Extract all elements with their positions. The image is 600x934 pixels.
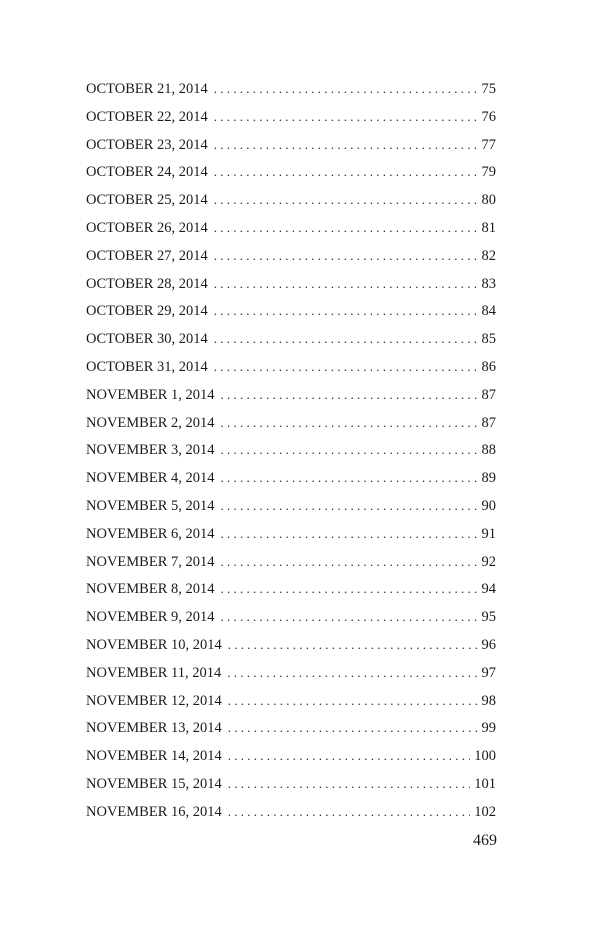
toc-leader-dots [221, 575, 478, 603]
toc-leader-dots [221, 548, 478, 576]
toc-leader-dots [228, 770, 471, 798]
toc-entry-page: 89 [481, 470, 496, 487]
toc-entry[interactable] [86, 297, 496, 325]
toc-entry[interactable] [86, 464, 496, 492]
toc-entry-page: 102 [474, 803, 496, 820]
toc-entry-label: NOVEMBER 5, 2014 [86, 497, 215, 514]
toc-entry-page: 96 [481, 636, 496, 653]
toc-entry-label: OCTOBER 23, 2014 [86, 136, 208, 153]
toc-entry-label: NOVEMBER 16, 2014 [86, 803, 222, 820]
toc-entry-label: NOVEMBER 6, 2014 [86, 525, 215, 542]
toc-entry-page: 85 [481, 331, 496, 348]
toc-leader-dots [214, 242, 478, 270]
toc-leader-dots [221, 603, 478, 631]
toc-entry-page: 82 [481, 247, 496, 264]
toc-leader-dots [221, 381, 478, 409]
toc-leader-dots [221, 409, 478, 437]
toc-entry[interactable] [86, 575, 496, 603]
toc-entry[interactable] [86, 631, 496, 659]
toc-entry-label: NOVEMBER 15, 2014 [86, 775, 222, 792]
toc-entry-label: NOVEMBER 2, 2014 [86, 414, 215, 431]
toc-entry-label: OCTOBER 28, 2014 [86, 275, 208, 292]
toc-entry-label: NOVEMBER 9, 2014 [86, 609, 215, 626]
toc-entry[interactable] [86, 186, 496, 214]
toc-entry-page: 79 [481, 164, 496, 181]
toc-entry-label: OCTOBER 30, 2014 [86, 331, 208, 348]
toc-entry-page: 94 [481, 581, 496, 598]
toc-entry[interactable] [86, 325, 496, 353]
toc-entry-label: NOVEMBER 8, 2014 [86, 581, 215, 598]
toc-entry[interactable] [86, 75, 496, 103]
toc-entry-label: NOVEMBER 11, 2014 [86, 664, 222, 681]
toc-entry-label: OCTOBER 25, 2014 [86, 192, 208, 209]
toc-entry[interactable] [86, 659, 496, 687]
toc-entry-page: 83 [481, 275, 496, 292]
toc-entry-page: 86 [481, 358, 496, 375]
toc-entry-label: OCTOBER 21, 2014 [86, 81, 208, 97]
toc-leader-dots [221, 464, 478, 492]
toc-entry[interactable] [86, 214, 496, 242]
toc-leader-dots [214, 75, 478, 103]
toc-entry[interactable] [86, 381, 496, 409]
toc-entry-page: 87 [481, 386, 496, 403]
toc-entry[interactable] [86, 548, 496, 576]
toc-entry[interactable] [86, 492, 496, 520]
toc-entry-label: OCTOBER 26, 2014 [86, 219, 208, 236]
toc-entry-page: 101 [474, 775, 496, 792]
toc-entry-page: 75 [481, 81, 496, 97]
toc-leader-dots [214, 103, 478, 131]
toc-leader-dots [214, 297, 478, 325]
toc-leader-dots [214, 325, 478, 353]
toc-leader-dots [221, 520, 478, 548]
toc-entry-page: 87 [481, 414, 496, 431]
toc-entry-page: 84 [481, 303, 496, 320]
toc-entry[interactable] [86, 714, 496, 742]
toc-entry[interactable] [86, 242, 496, 270]
toc-entry[interactable] [86, 687, 496, 715]
toc-leader-dots [221, 436, 478, 464]
toc-entry[interactable] [86, 103, 496, 131]
toc-leader-dots [214, 353, 478, 381]
toc-entry-label: NOVEMBER 4, 2014 [86, 470, 215, 487]
toc-entry[interactable] [86, 520, 496, 548]
toc-entry-label: NOVEMBER 10, 2014 [86, 636, 222, 653]
toc-leader-dots [214, 131, 478, 159]
toc-leader-dots [228, 742, 471, 770]
toc-entry-page: 95 [481, 609, 496, 626]
toc-entry-label: NOVEMBER 12, 2014 [86, 692, 222, 709]
toc-entry-page: 91 [481, 525, 496, 542]
toc-entry[interactable] [86, 603, 496, 631]
toc-entry-label: NOVEMBER 7, 2014 [86, 553, 215, 570]
toc-entry-page: 76 [481, 108, 496, 125]
toc-leader-dots [228, 631, 478, 659]
toc-entry-label: NOVEMBER 1, 2014 [86, 386, 215, 403]
toc-entry-label: NOVEMBER 3, 2014 [86, 442, 215, 459]
toc-entry-page: 100 [474, 748, 496, 765]
toc-leader-dots [214, 214, 478, 242]
toc-entry[interactable] [86, 353, 496, 381]
toc-entry-label: OCTOBER 29, 2014 [86, 303, 208, 320]
toc-entry-page: 88 [481, 442, 496, 459]
toc-entry-page: 97 [481, 664, 496, 681]
toc-entry-page: 77 [481, 136, 496, 153]
toc-leader-dots [228, 798, 471, 826]
toc-leader-dots [214, 186, 478, 214]
toc-entry-page: 80 [481, 192, 496, 209]
toc-entry-label: NOVEMBER 13, 2014 [86, 720, 222, 737]
toc-entry[interactable] [86, 270, 496, 298]
toc-leader-dots [228, 714, 478, 742]
toc-entry[interactable] [86, 798, 496, 826]
toc-entry-label: OCTOBER 31, 2014 [86, 358, 208, 375]
toc-entry-page: 92 [481, 553, 496, 570]
toc-entry-label: OCTOBER 27, 2014 [86, 247, 208, 264]
toc-entry[interactable] [86, 742, 496, 770]
toc-leader-dots [214, 270, 478, 298]
table-of-contents [86, 75, 496, 826]
page-number: 469 [473, 832, 497, 849]
toc-entry[interactable] [86, 158, 496, 186]
toc-entry-page: 99 [481, 720, 496, 737]
toc-leader-dots [221, 492, 478, 520]
toc-entry-page: 90 [481, 497, 496, 514]
toc-entry-label: OCTOBER 22, 2014 [86, 108, 208, 125]
toc-entry-page: 98 [481, 692, 496, 709]
toc-entry-label: OCTOBER 24, 2014 [86, 164, 208, 181]
toc-leader-dots [227, 659, 477, 687]
toc-entry-label: NOVEMBER 14, 2014 [86, 748, 222, 765]
toc-entry-page: 81 [481, 219, 496, 236]
toc-entry[interactable] [86, 131, 496, 159]
toc-entry[interactable] [86, 409, 496, 437]
toc-entry[interactable] [86, 770, 496, 798]
toc-leader-dots [228, 687, 478, 715]
toc-entry[interactable] [86, 436, 496, 464]
toc-leader-dots [214, 158, 478, 186]
